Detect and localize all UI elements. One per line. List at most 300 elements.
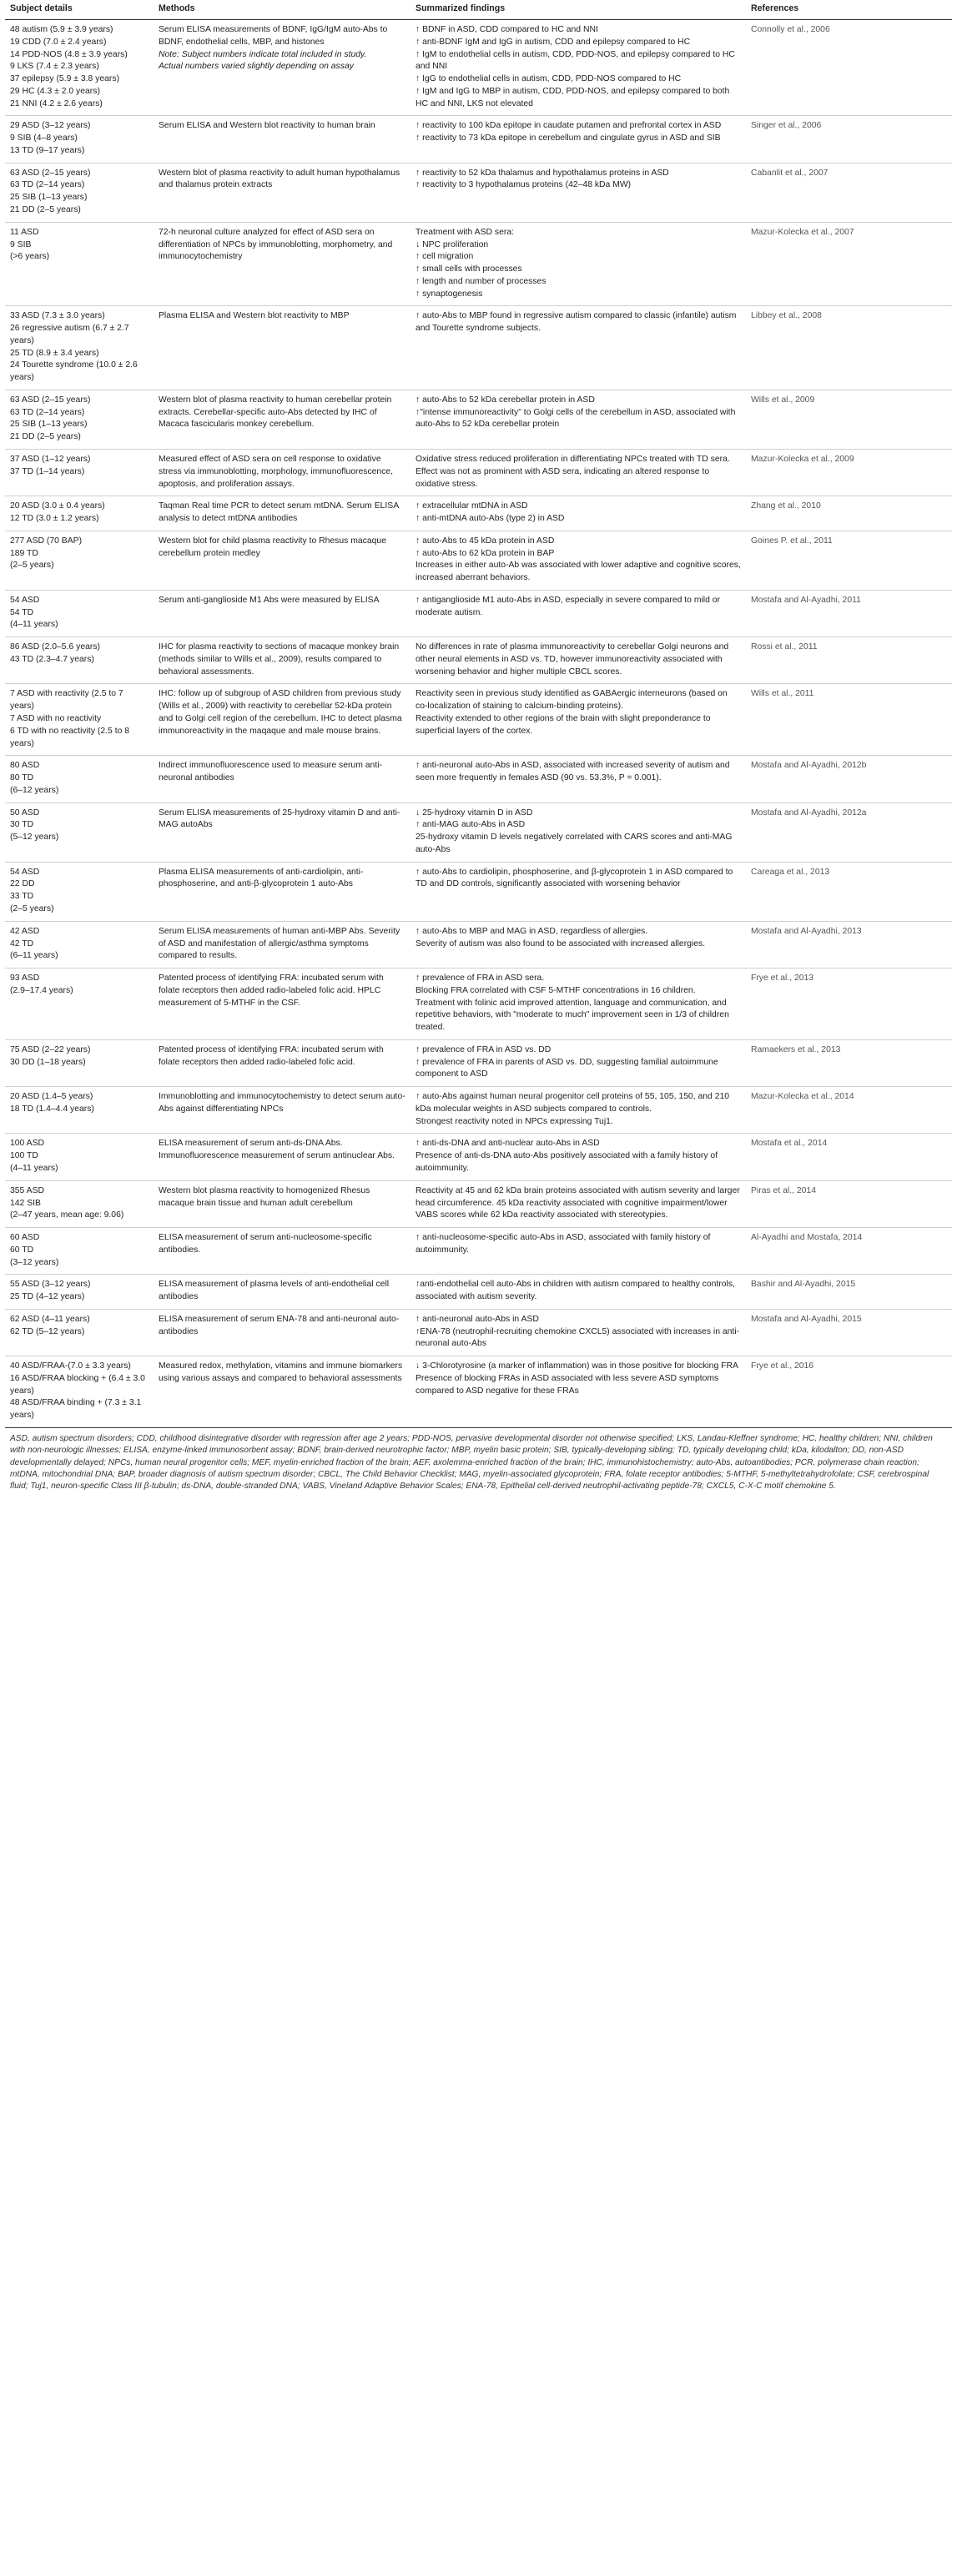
findings-line: Reactivity seen in previous study identified as GABAergic interneurons (based on co-localization of staining to calcium-binding proteins). — [416, 689, 728, 712]
reference-text: Mostafa and Al-Ayadhi, 2015 — [751, 1314, 862, 1324]
methods-cell — [154, 1356, 411, 1428]
subject-line: 75 ASD (2–22 years) — [10, 1044, 91, 1054]
methods-cell — [154, 163, 411, 222]
subject-line: 100 TD — [10, 1151, 38, 1161]
reference-text: Al-Ayadhi and Mostafa, 2014 — [751, 1233, 863, 1243]
subject-line: (2–5 years) — [10, 903, 54, 913]
findings-cell — [411, 969, 746, 1040]
methods-line: Plasma ELISA and Western blot reactivity to MBP — [159, 311, 350, 321]
methods-cell — [154, 1309, 411, 1356]
findings-cell — [411, 862, 746, 921]
findings-line: ↑ anti-neuronal auto-Abs in ASD — [416, 1314, 539, 1324]
methods-line: IHC for plasma reactivity to sections of macaque monkey brain (methods similar to Wills et al., 2009), results compared to behavioral assessments. — [159, 642, 400, 677]
findings-cell — [411, 1087, 746, 1134]
reference-cell — [746, 921, 952, 968]
subject-line: 80 ASD — [10, 761, 40, 771]
findings-line: Strongest reactivity noted in NPCs expressing Tuj1. — [416, 1116, 613, 1126]
subject-line: 25 SIB (1–13 years) — [10, 420, 88, 430]
methods-line: Western blot for child plasma reactivity to Rhesus macaque cerebellum protein medley — [159, 536, 386, 558]
findings-cell — [411, 1309, 746, 1356]
methods-line: Patented process of identifying FRA: incubated serum with folate receptors then added radio-labeled folic acid. — [159, 1044, 384, 1067]
subject-cell — [5, 1309, 154, 1356]
subject-line: (4–11 years) — [10, 1163, 58, 1173]
methods-line: ELISA measurement of serum anti-nucleosome-specific antibodies. — [159, 1233, 372, 1255]
reference-cell — [746, 1039, 952, 1086]
subject-cell — [5, 969, 154, 1040]
findings-cell — [411, 637, 746, 684]
findings-line: ↓ 25-hydroxy vitamin D in ASD — [416, 808, 533, 818]
subject-line: 37 ASD (1–12 years) — [10, 455, 91, 464]
methods-cell — [154, 531, 411, 590]
findings-line: Oxidative stress reduced proliferation in differentiating NPCs treated with TD sera. Effect was not as prominent with ASD sera, indicating an altered response to oxidative stress. — [416, 455, 730, 489]
findings-line: Presence of anti-ds-DNA auto-Abs positively associated with a family history of autoimmunity. — [416, 1151, 718, 1173]
findings-line: ↑ auto-Abs against human neural progenitor cell proteins of 55, 105, 150, and 210 kDa molecular weights in ASD subjects compared to controls. — [416, 1092, 730, 1114]
subject-line: 60 ASD — [10, 1233, 40, 1243]
findings-line: ↑ENA-78 (neutrophil-recruiting chemokine CXCL5) associated with increases in anti-neuronal auto-Abs — [416, 1326, 740, 1349]
table-row — [5, 163, 952, 222]
reference-text: Zhang et al., 2010 — [751, 501, 821, 511]
findings-line: 25-hydroxy vitamin D levels negatively correlated with CARS scores and anti-MAG auto-Abs — [416, 833, 733, 854]
table-row — [5, 637, 952, 684]
methods-line: Taqman Real time PCR to detect serum mtDNA. Serum ELISA analysis to detect mtDNA antibodies — [159, 501, 399, 524]
subject-line: 142 SIB — [10, 1198, 41, 1208]
subject-cell — [5, 1180, 154, 1227]
findings-cell — [411, 802, 746, 862]
findings-line: Severity of autism was also found to be associated with increased allergies. — [416, 938, 706, 948]
methods-cell — [154, 20, 411, 116]
subject-line: 100 ASD — [10, 1139, 45, 1149]
reference-cell — [746, 862, 952, 921]
reference-text: Bashir and Al-Ayadhi, 2015 — [751, 1280, 856, 1290]
methods-line: Western blot of plasma reactivity to adult human hypothalamus and thalamus protein extracts — [159, 168, 400, 190]
findings-cell — [411, 590, 746, 636]
table-row — [5, 1087, 952, 1134]
subject-line: 54 TD — [10, 607, 34, 617]
subject-cell — [5, 1275, 154, 1310]
subject-line: 11 ASD — [10, 227, 39, 237]
methods-cell — [154, 1039, 411, 1086]
subject-cell — [5, 306, 154, 390]
reference-text: Mostafa and Al-Ayadhi, 2012a — [751, 808, 867, 818]
methods-line: Western blot plasma reactivity to homogenized Rhesus macaque brain tissue and human adult cerebellum — [159, 1185, 370, 1208]
findings-cell — [411, 1039, 746, 1086]
subject-line: (2–5 years) — [10, 561, 54, 571]
methods-cell — [154, 450, 411, 496]
methods-cell — [154, 390, 411, 449]
table-row — [5, 1180, 952, 1227]
subject-line: (>6 years) — [10, 252, 50, 262]
subject-cell — [5, 756, 154, 802]
subject-line: 62 TD (5–12 years) — [10, 1326, 85, 1336]
methods-cell — [154, 684, 411, 756]
methods-cell — [154, 222, 411, 306]
subject-line: 21 NNI (4.2 ± 2.6 years) — [10, 98, 103, 108]
findings-line: Reactivity at 45 and 62 kDa brain proteins associated with autism severity and larger head circumference. 45 kDa reactivity associated with cognitive impairment/lower VABS scores while 62 kDa reactivity associated with stereotypies. — [416, 1185, 740, 1220]
table-row — [5, 450, 952, 496]
subject-cell — [5, 1356, 154, 1428]
subject-cell — [5, 862, 154, 921]
methods-line: Serum ELISA and Western blot reactivity to human brain — [159, 121, 375, 131]
subject-line: 9 SIB — [10, 239, 32, 249]
subject-line: 13 TD (9–17 years) — [10, 145, 85, 155]
subject-line: 22 DD — [10, 879, 35, 889]
findings-line: ↑ anti-MAG auto-Abs in ASD — [416, 820, 526, 830]
findings-line: ↑ prevalence of FRA in ASD sera. — [416, 974, 545, 984]
methods-line: Serum ELISA measurements of human anti-MBP Abs. Severity of ASD and manifestation of allergic/asthma symptoms compared to results. — [159, 926, 400, 961]
subject-line: 40 ASD/FRAA-(7.0 ± 3.3 years) — [10, 1361, 131, 1371]
table-row — [5, 116, 952, 163]
findings-line: ↑anti-endothelial cell auto-Abs in children with autism compared to healthy controls, associated with autism severity. — [416, 1280, 735, 1302]
findings-cell — [411, 450, 746, 496]
reference-text: Rossi et al., 2011 — [751, 642, 818, 652]
findings-line: ↑"intense immunoreactivity" to Golgi cells of the cerebellum in ASD, associated with auto-Abs to 52 kDa cerebellar protein — [416, 407, 736, 430]
subject-line: (4–11 years) — [10, 620, 58, 630]
findings-line: ↑ reactivity to 52 kDa thalamus and hypothalamus proteins in ASD — [416, 168, 669, 178]
subject-line: 19 CDD (7.0 ± 2.4 years) — [10, 37, 107, 47]
subject-line: 30 TD — [10, 820, 34, 830]
subject-line: 29 HC (4.3 ± 2.0 years) — [10, 86, 100, 96]
reference-text: Mostafa and Al-Ayadhi, 2012b — [751, 761, 867, 771]
reference-text: Goines P. et al., 2011 — [751, 536, 833, 546]
reference-cell — [746, 306, 952, 390]
subject-line: 48 ASD/FRAA binding + (7.3 ± 3.1 years) — [10, 1398, 142, 1421]
findings-line: ↑ reactivity to 3 hypothalamus proteins (42–48 kDa MW) — [416, 180, 632, 190]
table-row — [5, 1134, 952, 1180]
subject-cell — [5, 684, 154, 756]
findings-cell — [411, 222, 746, 306]
subject-line: 50 ASD — [10, 808, 40, 818]
subject-line: 42 ASD — [10, 926, 40, 936]
reference-cell — [746, 1309, 952, 1356]
subject-line: 33 TD — [10, 892, 34, 902]
findings-line: No differences in rate of plasma immunoreactivity to cerebellar Golgi neurons and other neural elements in ASD vs. TD, however immunoreactivity associated with worsening behavior and higher multiple CBCL scores. — [416, 642, 729, 677]
subject-line: 16 ASD/FRAA blocking + (6.4 ± 3.0 years) — [10, 1373, 145, 1396]
reference-cell — [746, 116, 952, 163]
findings-line: ↓ 3-Chlorotyrosine (a marker of inflammation) was in those positive for blocking FRA — [416, 1361, 738, 1371]
reference-cell — [746, 590, 952, 636]
methods-cell — [154, 496, 411, 531]
table-row — [5, 306, 952, 390]
methods-cell — [154, 306, 411, 390]
methods-line: Serum ELISA measurements of BDNF, IgG/IgM auto-Abs to BDNF, endothelial cells, MBP, and histones — [159, 25, 388, 47]
subject-cell — [5, 921, 154, 968]
reference-text: Wills et al., 2011 — [751, 689, 814, 699]
methods-line: Serum anti-ganglioside M1 Abs were measured by ELISA — [159, 595, 380, 605]
methods-note-line: Actual numbers varied slightly depending on assay — [159, 62, 354, 72]
subject-line: (6–11 years) — [10, 951, 58, 961]
reference-text: Mazur-Kolecka et al., 2014 — [751, 1092, 854, 1102]
table-row — [5, 496, 952, 531]
findings-line: ↑ anti-ds-DNA and anti-nuclear auto-Abs in ASD — [416, 1139, 600, 1149]
findings-cell — [411, 1275, 746, 1310]
findings-line: Presence of blocking FRAs in ASD associated with less severe ASD symptoms compared to ASD negative for these FRAs — [416, 1373, 719, 1396]
findings-line: ↑ auto-Abs to cardiolipin, phosphoserine, and β-glycoprotein 1 in ASD compared to TD and DD controls, significantly associated with worsening behavior — [416, 867, 733, 889]
methods-line: ELISA measurement of serum anti-ds-DNA Abs. Immunofluorescence measurement of serum antinuclear Abs. — [159, 1139, 395, 1161]
reference-cell — [746, 969, 952, 1040]
findings-cell — [411, 20, 746, 116]
table-footnote: ASD, autism spectrum disorders; CDD, childhood disintegrative disorder with regression after age 2 years; PDD-NOS, pervasive developmental disorder not otherwise specified; LKS, Landau-Kleffner syndrome; HC, healthy children; NNI, children with non-neurologic illnesses; ELISA, enzyme-linked immunosorbent assay; BDNF, brain-derived neurotrophic factor; MBP, myelin basic protein; SIB, typically-developing sibling; TD, typically developing child; kDa, kilodalton; DD, non-ASD developmentally delayed; NPCs, human neural progenitor cells; MEF, myelin-enriched fraction of the brain; AEF, axolemma-enriched fraction of the brain; IHC, immunohistochemistry; auto-Abs, autoantibodies; PCR, polymerase chain reaction; mtDNA, mitochondrial DNA; BAP, broader diagnosis of autism spectrum disorder; CBCL, The Child Behavior Checklist; MAG, myelin-associated glycoprotein; FRA, folate receptor antibodies; 5-MTHF, 5-methyltetrahydrofolate; CSF, cerebrospinal fluid; Tuj1, neuron-specific Class III β-tubulin; ds-DNA, double-stranded DNA; VABS, Vineland Adaptive Behavior Scales; ENA-78, Epithelial cell-derived neutrophil-activating peptide-78; CXCL5, C-X-C motif chemokine 5. — [10, 1434, 933, 1492]
subject-line: 80 TD — [10, 773, 34, 783]
subject-line: 63 TD (2–14 years) — [10, 407, 85, 417]
methods-line: Plasma ELISA measurements of anti-cardiolipin, anti-phosphoserine, and anti-β-glycoprotein 1 auto-Abs — [159, 867, 364, 889]
findings-cell — [411, 1180, 746, 1227]
findings-cell — [411, 756, 746, 802]
methods-line: Measured effect of ASD sera on cell response to oxidative stress via immunoblotting, morphology, immunofluorescence, apoptosis, and proliferation assays. — [159, 455, 394, 489]
subject-cell — [5, 390, 154, 449]
findings-line: ↑ synaptogenesis — [416, 289, 483, 299]
reference-text: Ramaekers et al., 2013 — [751, 1044, 841, 1054]
reference-cell — [746, 1087, 952, 1134]
table-row — [5, 802, 952, 862]
header-subject: Subject details — [5, 0, 154, 20]
findings-line: ↑ reactivity to 100 kDa epitope in caudate putamen and prefrontal cortex in ASD — [416, 121, 722, 131]
reference-text: Mostafa and Al-Ayadhi, 2011 — [751, 595, 861, 605]
table-row — [5, 862, 952, 921]
table-row — [5, 1275, 952, 1310]
table-row — [5, 390, 952, 449]
reference-cell — [746, 390, 952, 449]
subject-line: 24 Tourette syndrome (10.0 ± 2.6 years) — [10, 360, 138, 383]
subject-line: 6 TD with no reactivity (2.5 to 8 years) — [10, 726, 130, 748]
findings-line: Treatment with ASD sera: — [416, 227, 514, 237]
findings-line: ↑ length and number of processes — [416, 276, 546, 286]
reference-text: Connolly et al., 2006 — [751, 25, 830, 35]
subject-cell — [5, 496, 154, 531]
reference-text: Frye et al., 2016 — [751, 1361, 814, 1371]
subject-line: 25 SIB (1–13 years) — [10, 193, 88, 203]
findings-line: ↑ anti-neuronal auto-Abs in ASD, associated with increased severity of autism and seen more frequently in females ASD (90 vs. 53.3%, P = 0.001). — [416, 761, 730, 783]
findings-line: ↑ BDNF in ASD, CDD compared to HC and NNI — [416, 25, 598, 35]
methods-line: Measured redox, methylation, vitamins and immune biomarkers using various assays and compared to behavioral assessments — [159, 1361, 403, 1383]
reference-cell — [746, 496, 952, 531]
subject-line: 63 TD (2–14 years) — [10, 180, 85, 190]
subject-cell — [5, 1039, 154, 1086]
subject-line: 63 ASD (2–15 years) — [10, 395, 91, 405]
reference-cell — [746, 637, 952, 684]
reference-text: Libbey et al., 2008 — [751, 311, 822, 321]
methods-cell — [154, 1180, 411, 1227]
subject-line: 7 ASD with no reactivity — [10, 714, 102, 724]
subject-line: (5–12 years) — [10, 833, 59, 843]
subject-line: 21 DD (2–5 years) — [10, 204, 81, 214]
table-row — [5, 684, 952, 756]
methods-cell — [154, 637, 411, 684]
subject-line: 14 PDD-NOS (4.8 ± 3.9 years) — [10, 49, 128, 59]
reference-text: Mazur-Kolecka et al., 2009 — [751, 455, 854, 464]
findings-line: ↑ IgM and IgG to MBP in autism, CDD, PDD-NOS, and epilepsy compared to both HC and NNI, LKS not elevated — [416, 86, 730, 108]
findings-line: ↑ IgM to endothelial cells in autism, CDD, PDD-NOS, and epilepsy compared to HC and NNI — [416, 49, 735, 72]
subject-line: 33 ASD (7.3 ± 3.0 years) — [10, 311, 105, 321]
table-row — [5, 1356, 952, 1428]
subject-line: 63 ASD (2–15 years) — [10, 168, 91, 178]
table-row — [5, 531, 952, 590]
subject-line: 20 ASD (3.0 ± 0.4 years) — [10, 501, 105, 511]
methods-cell — [154, 116, 411, 163]
subject-line: (3–12 years) — [10, 1257, 59, 1267]
reference-cell — [746, 1180, 952, 1227]
reference-text: Cabanlit et al., 2007 — [751, 168, 829, 178]
reference-cell — [746, 802, 952, 862]
findings-line: Reactivity extended to other regions of the brain with slight preponderance to superficial layers of the cortex. — [416, 714, 711, 736]
reference-text: Piras et al., 2014 — [751, 1185, 816, 1195]
findings-line: ↓ NPC proliferation — [416, 239, 489, 249]
methods-line: 72-h neuronal culture analyzed for effect of ASD sera on differentiation of NPCs by immunoblotting, morphometry, and immunocytochemistry — [159, 227, 393, 262]
reference-cell — [746, 684, 952, 756]
findings-line: Treatment with folinic acid improved attention, language and communication, and repetitive behaviors, with "moderate to much" improvement seen in 1/3 of children treated. — [416, 998, 729, 1033]
studies-table — [5, 0, 952, 1428]
findings-line: ↑ prevalence of FRA in ASD vs. DD — [416, 1044, 552, 1054]
reference-cell — [746, 1275, 952, 1310]
subject-line: 20 ASD (1.4–5 years) — [10, 1092, 93, 1102]
findings-line: ↑ auto-Abs to 52 kDa cerebellar protein in ASD — [416, 395, 595, 405]
methods-cell — [154, 969, 411, 1040]
subject-cell — [5, 450, 154, 496]
reference-cell — [746, 163, 952, 222]
findings-line: Blocking FRA correlated with CSF 5-MTHF concentrations in 16 children. — [416, 985, 696, 995]
methods-line: ELISA measurement of plasma levels of anti-endothelial cell antibodies — [159, 1280, 390, 1302]
reference-cell — [746, 450, 952, 496]
subject-line: 86 ASD (2.0–5.6 years) — [10, 642, 101, 652]
subject-line: 25 TD (4–12 years) — [10, 1292, 85, 1302]
subject-line: 37 epilepsy (5.9 ± 3.8 years) — [10, 74, 120, 84]
findings-cell — [411, 1134, 746, 1180]
table-row — [5, 969, 952, 1040]
methods-line: IHC: follow up of subgroup of ASD children from previous study (Wills et al., 2009) with reactivity to cerebellar 52-kDa protein and to Golgi cell region of the cerebellum. IHC to detect plasma immunoreactivity in the maqaque and male mouse brains. — [159, 689, 402, 736]
findings-line: ↑ anti-nucleosome-specific auto-Abs in ASD, associated with family history of autoimmunity. — [416, 1233, 711, 1255]
table-row — [5, 921, 952, 968]
reference-text: Frye et al., 2013 — [751, 974, 814, 984]
table-row — [5, 756, 952, 802]
reference-cell — [746, 1228, 952, 1275]
methods-cell — [154, 1228, 411, 1275]
table-row — [5, 20, 952, 116]
subject-line: 37 TD (1–14 years) — [10, 466, 85, 476]
reference-cell — [746, 756, 952, 802]
subject-cell — [5, 1134, 154, 1180]
findings-line: ↑ auto-Abs to 62 kDa protein in BAP — [416, 548, 555, 558]
reference-cell — [746, 20, 952, 116]
subject-line: 48 autism (5.9 ± 3.9 years) — [10, 25, 113, 35]
methods-line: Indirect immunofluorescence used to measure serum anti-neuronal antibodies — [159, 761, 382, 783]
methods-line: ELISA measurement of serum ENA-78 and anti-neuronal auto-antibodies — [159, 1314, 400, 1336]
table-row — [5, 1039, 952, 1086]
methods-note-line: Note: Subject numbers indicate total included in study. — [159, 49, 367, 59]
subject-line: 9 LKS (7.4 ± 2.3 years) — [10, 62, 99, 72]
subject-line: 30 DD (1–18 years) — [10, 1057, 86, 1067]
findings-line: ↑ auto-Abs to MBP found in regressive autism compared to classic (infantile) autism and Tourette syndrome subjects. — [416, 311, 737, 334]
header-methods: Methods — [154, 0, 411, 20]
subject-line: 93 ASD — [10, 974, 40, 984]
table-row — [5, 1309, 952, 1356]
findings-line: ↑ prevalence of FRA in parents of ASD vs. DD, suggesting familial autoimmune component to ASD — [416, 1057, 718, 1079]
findings-cell — [411, 531, 746, 590]
subject-line: 18 TD (1.4–4.4 years) — [10, 1104, 94, 1114]
findings-line: ↑ anti-mtDNA auto-Abs (type 2) in ASD — [416, 514, 565, 524]
subject-line: 54 ASD — [10, 867, 40, 877]
methods-cell — [154, 921, 411, 968]
methods-cell — [154, 802, 411, 862]
subject-line: 25 TD (8.9 ± 3.4 years) — [10, 348, 99, 358]
table-row — [5, 590, 952, 636]
subject-cell — [5, 637, 154, 684]
reference-text: Mostafa et al., 2014 — [751, 1139, 828, 1149]
subject-cell — [5, 163, 154, 222]
subject-cell — [5, 1228, 154, 1275]
subject-cell — [5, 222, 154, 306]
subject-line: 355 ASD — [10, 1185, 45, 1195]
table-row — [5, 1228, 952, 1275]
subject-line: (2.9–17.4 years) — [10, 985, 73, 995]
findings-line: Increases in either auto-Ab was associated with lower adaptive and cognitive scores, increased aberrant behaviors. — [416, 561, 741, 583]
methods-line: Immunoblotting and immunocytochemistry to detect serum auto-Abs against differentiating NPCs — [159, 1092, 405, 1114]
reference-text: Singer et al., 2006 — [751, 121, 822, 131]
subject-line: 12 TD (3.0 ± 1.2 years) — [10, 514, 99, 524]
header-findings: Summarized findings — [411, 0, 746, 20]
findings-line: ↑ antiganglioside M1 auto-Abs in ASD, especially in severe compared to mild or moderate autism. — [416, 595, 721, 617]
subject-line: 54 ASD — [10, 595, 40, 605]
findings-cell — [411, 921, 746, 968]
methods-cell — [154, 1134, 411, 1180]
reference-cell — [746, 1134, 952, 1180]
methods-line: Western blot of plasma reactivity to human cerebellar protein extracts. Cerebellar-specific auto-Abs detected by IHC of Macaca fascicularis monkey cerebellum. — [159, 395, 392, 430]
reference-text: Mazur-Kolecka et al., 2007 — [751, 227, 854, 237]
subject-line: (2–47 years, mean age: 9.06) — [10, 1210, 124, 1220]
findings-cell — [411, 390, 746, 449]
reference-cell — [746, 531, 952, 590]
findings-cell — [411, 684, 746, 756]
subject-line: 43 TD (2.3–4.7 years) — [10, 654, 94, 664]
reference-cell — [746, 1356, 952, 1428]
methods-line: Serum ELISA measurements of 25-hydroxy vitamin D and anti-MAG autoAbs — [159, 808, 400, 830]
findings-line: ↑ cell migration — [416, 252, 474, 262]
findings-line: ↑ extracellular mtDNA in ASD — [416, 501, 528, 511]
header-row — [5, 0, 952, 20]
reference-text: Mostafa and Al-Ayadhi, 2013 — [751, 926, 862, 936]
table-row — [5, 222, 952, 306]
subject-line: 55 ASD (3–12 years) — [10, 1280, 91, 1290]
subject-line: 7 ASD with reactivity (2.5 to 7 years) — [10, 689, 123, 712]
findings-line: ↑ anti-BDNF IgM and IgG in autism, CDD and epilepsy compared to HC — [416, 37, 691, 47]
findings-line: ↑ IgG to endothelial cells in autism, CDD, PDD-NOS compared to HC — [416, 74, 682, 84]
reference-text: Careaga et al., 2013 — [751, 867, 830, 877]
subject-line: 189 TD — [10, 548, 38, 558]
findings-line: ↑ auto-Abs to 45 kDa protein in ASD — [416, 536, 555, 546]
findings-cell — [411, 1356, 746, 1428]
subject-line: 277 ASD (70 BAP) — [10, 536, 83, 546]
methods-line: Patented process of identifying FRA: incubated serum with folate receptors then added radio-labeled folic acid. HPLC measurement of 5-MTHF in the CSF. — [159, 974, 384, 1008]
subject-cell — [5, 531, 154, 590]
subject-line: (6–12 years) — [10, 785, 59, 795]
methods-cell — [154, 862, 411, 921]
subject-line: 21 DD (2–5 years) — [10, 432, 81, 442]
methods-cell — [154, 1275, 411, 1310]
methods-cell — [154, 756, 411, 802]
header-references: References — [746, 0, 952, 20]
findings-line: ↑ auto-Abs to MBP and MAG in ASD, regardless of allergies. — [416, 926, 648, 936]
subject-line: 62 ASD (4–11 years) — [10, 1314, 90, 1324]
subject-cell — [5, 590, 154, 636]
findings-cell — [411, 496, 746, 531]
findings-cell — [411, 116, 746, 163]
subject-cell — [5, 20, 154, 116]
subject-cell — [5, 802, 154, 862]
findings-line: ↑ reactivity to 73 kDa epitope in cerebellum and cingulate gyrus in ASD and SIB — [416, 133, 721, 143]
subject-line: 26 regressive autism (6.7 ± 2.7 years) — [10, 324, 129, 345]
subject-line: 60 TD — [10, 1245, 34, 1255]
findings-cell — [411, 163, 746, 222]
subject-line: 9 SIB (4–8 years) — [10, 133, 78, 143]
findings-line: ↑ small cells with processes — [416, 264, 522, 274]
